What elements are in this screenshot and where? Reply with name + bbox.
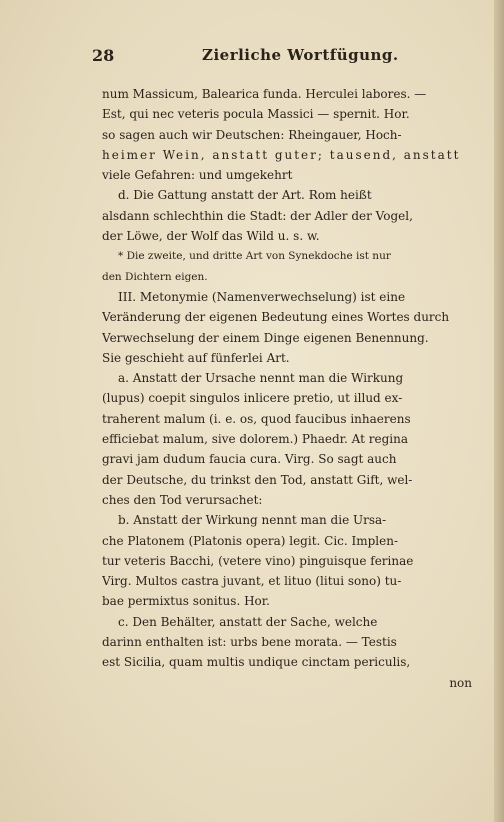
- text-line: der Löwe, der Wolf das Wild u. s. w.: [102, 229, 320, 244]
- text-line: der Deutsche, du trinkst den Tod, anstatt Gift, wel-: [102, 472, 413, 487]
- text-line: tur veteris Bacchi, (vetere vino) pinguisque ferinae: [102, 553, 414, 568]
- page-edge: [494, 0, 504, 822]
- footnote-line: * Die zweite, und dritte Art von Synekdoche ist nur: [118, 250, 391, 263]
- text-line: Virg. Multos castra juvant, et lituo (litui sono) tu-: [102, 574, 402, 589]
- text-line: III. Metonymie (Namenverwechselung) ist eine: [118, 289, 406, 304]
- page-number: 28: [92, 46, 115, 65]
- text-line: d. Die Gattung anstatt der Art. Rom heißt: [118, 188, 372, 203]
- footnote-line: den Dichtern eigen.: [102, 270, 208, 283]
- text-line: bae permixtus sonitus. Hor.: [102, 594, 270, 609]
- page-header: [92, 46, 464, 68]
- text-line: heimer Wein, anstatt guter; tausend, anstatt: [102, 147, 461, 162]
- text-line: che Platonem (Platonis opera) legit. Cic. Implen-: [102, 533, 399, 548]
- text-line: Est, qui nec veteris pocula Massici — spernit. Hor.: [102, 107, 410, 122]
- body-text: [102, 84, 472, 693]
- text-line: traherent malum (i. e. os, quod faucibus inhaerens: [102, 411, 411, 426]
- text-line: ches den Tod verursachet:: [102, 492, 263, 507]
- text-line: darinn enthalten ist: urbs bene morata. — Testis: [102, 635, 397, 650]
- text-line: efficiebat malum, sive dolorem.) Phaedr. At regina: [102, 432, 409, 447]
- text-line: viele Gefahren: und umgekehrt: [102, 168, 293, 183]
- text-line: c. Den Behälter, anstatt der Sache, welche: [118, 614, 378, 629]
- text-line: num Massicum, Balearica funda. Herculei labores. —: [102, 87, 427, 101]
- text-line: alsdann schlechthin die Stadt: der Adler der Vogel,: [102, 208, 413, 223]
- text-line: Veränderung der eigenen Bedeutung eines Wortes durch: [102, 310, 450, 325]
- text-line: Verwechselung der einem Dinge eigenen Benennung.: [102, 330, 429, 345]
- text-line: gravi jam dudum faucia cura. Virg. So sagt auch: [102, 452, 397, 467]
- text-line: b. Anstatt der Wirkung nennt man die Ursa-: [118, 513, 387, 528]
- text-line: Sie geschieht auf fünferlei Art.: [102, 350, 290, 365]
- text-line: so sagen auch wir Deutschen: Rheingauer, Hoch-: [102, 127, 402, 142]
- catchword: non: [449, 675, 472, 690]
- text-line: est Sicilia, quam multis undique cinctam periculis,: [102, 655, 411, 670]
- text-line: a. Anstatt der Ursache nennt man die Wirkung: [118, 371, 404, 386]
- running-title: Zierliche Wortfügung.: [202, 46, 399, 64]
- text-line: (lupus) coepit singulos inlicere pretio, ut illud ex-: [102, 391, 403, 406]
